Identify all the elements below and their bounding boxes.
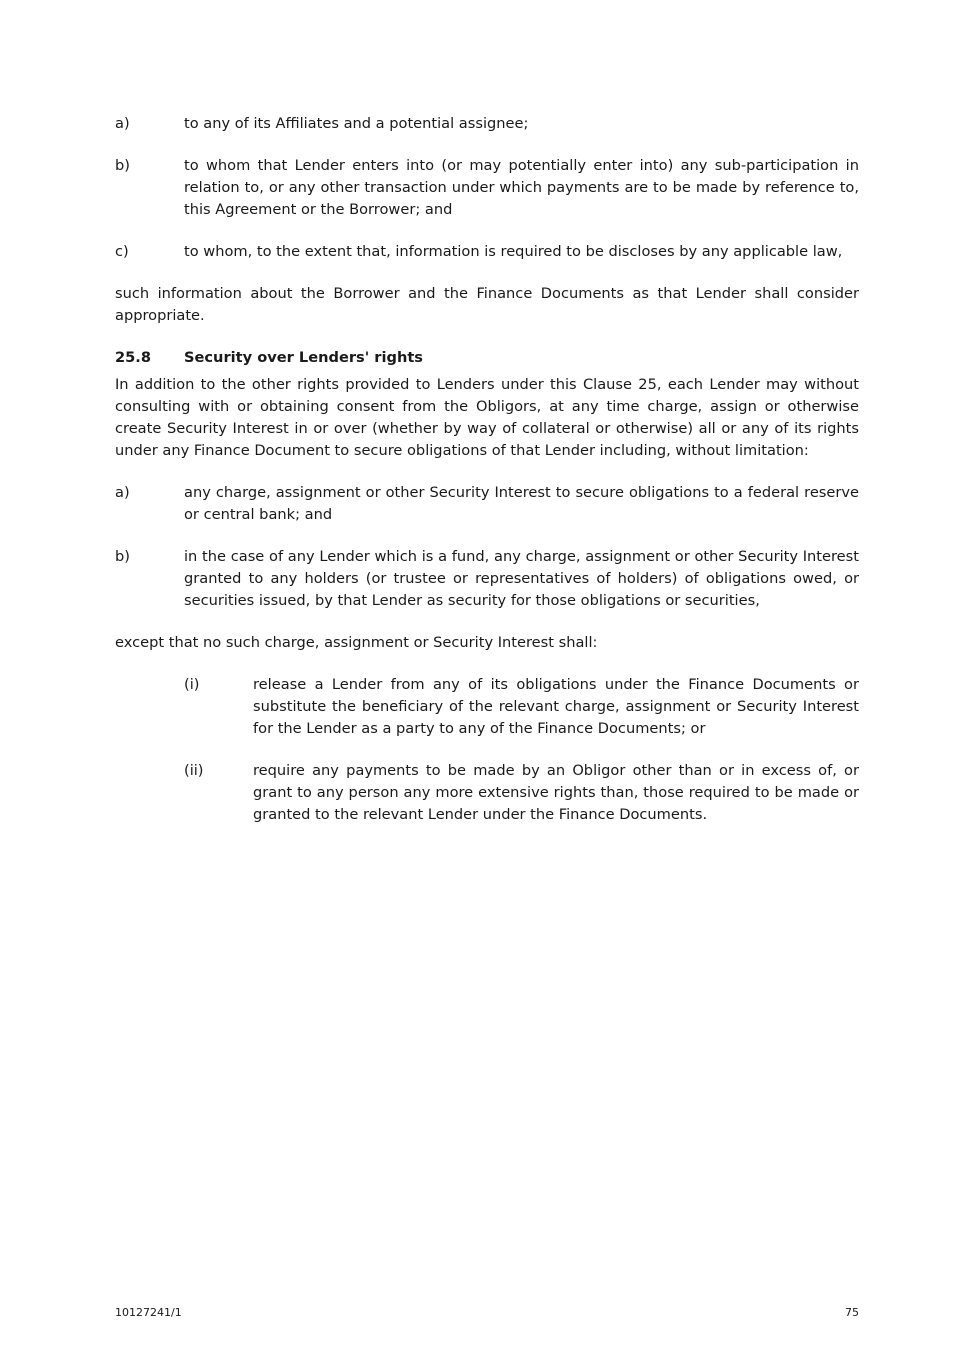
list-marker: b) (115, 548, 130, 565)
sub-list-item (184, 760, 859, 826)
list-item (115, 546, 859, 612)
section-number: 25.8 (115, 349, 152, 366)
sub-list-item-text: release a Lender from any of its obligations under the Finance Documents or substitute the beneficiary of the relevant charge, assignment or Security Interest for the Lender as a party to any of the Finance Documents; or (253, 676, 859, 737)
document-reference: 10127241/1 (115, 1306, 182, 1319)
list-marker: b) (115, 157, 130, 174)
except-paragraph: except that no such charge, assignment or Security Interest shall: (115, 634, 598, 651)
list-item-text: any charge, assignment or other Security Interest to secure obligations to a federal reserve or central bank; and (184, 484, 859, 523)
section-heading (115, 347, 859, 369)
list-marker: a) (115, 484, 130, 501)
list-marker: a) (115, 115, 130, 132)
sub-list-item-text: require any payments to be made by an Obligor other than or in excess of, or grant to any person any more extensive rights than, those required to be made or granted to the relevant Lender under the Finance Documents. (253, 762, 859, 823)
list-item-text: to whom, to the extent that, information is required to be discloses by any applicable law, (184, 243, 843, 260)
list-item (115, 155, 859, 221)
list-item (115, 482, 859, 526)
section-title: Security over Lenders' rights (184, 349, 423, 366)
list-item (115, 113, 859, 135)
list-item-text: to any of its Affiliates and a potential assignee; (184, 115, 529, 132)
document-body (115, 113, 859, 846)
list-item-text: to whom that Lender enters into (or may potentially enter into) any sub-participation in relation to, or any other transaction under which payments are to be made by reference to, this Agreement or the Borrower; and (184, 157, 859, 218)
page-number: 75 (845, 1306, 859, 1319)
section-intro: In addition to the other rights provided to Lenders under this Clause 25, each Lender may without consulting with or obtaining consent from the Obligors, at any time charge, assign or otherwise create Security Interest in or over (whether by way of collateral or otherwise) all or any of its rights under any Finance Document to secure obligations of that Lender including, without limitation: (115, 376, 859, 459)
sub-list-marker: (i) (184, 676, 200, 693)
list-item (115, 241, 859, 263)
sub-list-item (184, 674, 859, 740)
closing-paragraph: such information about the Borrower and the Finance Documents as that Lender shall consider appropriate. (115, 285, 859, 324)
list-marker: c) (115, 243, 129, 260)
list-item-text: in the case of any Lender which is a fund, any charge, assignment or other Security Interest granted to any holders (or trustee or representatives of holders) of obligations owed, or securities issued, by that Lender as security for those obligations or securities, (184, 548, 859, 609)
sub-list-marker: (ii) (184, 762, 204, 779)
